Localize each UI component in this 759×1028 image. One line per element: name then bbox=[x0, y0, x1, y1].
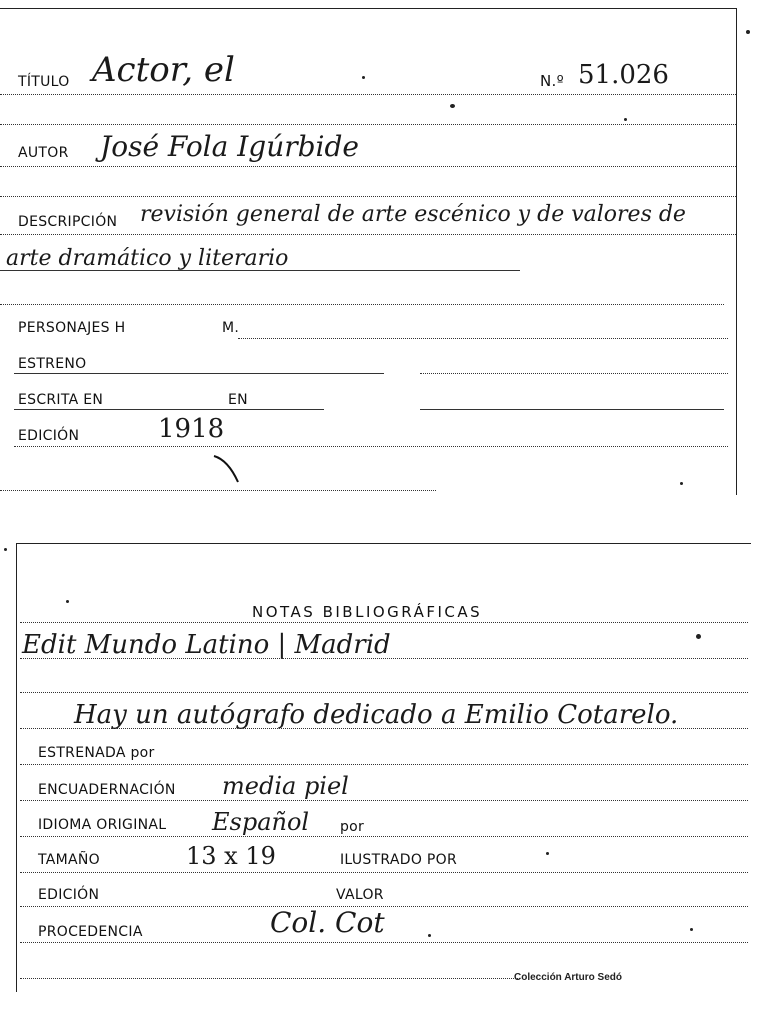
ilustrado-label: ILUSTRADO POR bbox=[340, 852, 457, 868]
descripcion-line-2 bbox=[0, 270, 520, 271]
descripcion-label: DESCRIPCIÓN bbox=[18, 214, 118, 230]
autor-line bbox=[0, 166, 736, 167]
titulo-label: TÍTULO bbox=[18, 74, 70, 90]
escrita-en-label: EN bbox=[228, 392, 248, 408]
procedencia-label: PROCEDENCIA bbox=[38, 924, 143, 940]
idioma-value: Español bbox=[212, 808, 310, 836]
procedencia-line bbox=[20, 942, 748, 943]
edicion-line bbox=[14, 446, 728, 447]
nota-line-2-rule bbox=[20, 728, 748, 729]
speck bbox=[746, 30, 750, 34]
descripcion-value-line2: arte dramático y literario bbox=[6, 246, 289, 271]
nota-rule-2 bbox=[20, 692, 748, 693]
speck bbox=[428, 934, 431, 937]
titulo-value: Actor, el bbox=[92, 50, 235, 90]
edicion-label: EDICIÓN bbox=[18, 428, 80, 444]
speck bbox=[66, 600, 69, 603]
estrenada-line bbox=[20, 764, 748, 765]
personajes-m-label: M. bbox=[222, 320, 240, 336]
stamp-line bbox=[20, 978, 520, 979]
numero-label: N.º bbox=[540, 72, 564, 90]
top-card-bottom-line bbox=[0, 490, 436, 491]
encuadernacion-label: ENCUADERNACIÓN bbox=[38, 782, 176, 798]
autor-value: José Fola Igúrbide bbox=[100, 130, 359, 163]
speck bbox=[362, 76, 365, 79]
nota-line-1: Edit Mundo Latino | Madrid bbox=[22, 630, 391, 660]
speck bbox=[546, 852, 549, 855]
encuadernacion-line bbox=[20, 800, 748, 801]
tamano-value: 13 x 19 bbox=[186, 842, 276, 870]
autor-top-line bbox=[0, 124, 736, 125]
edicion2-label: EDICIÓN bbox=[38, 887, 100, 903]
speck bbox=[450, 104, 455, 108]
nota-line-2: Hay un autógrafo dedicado a Emilio Cotarelo. bbox=[74, 700, 679, 730]
idioma-line bbox=[20, 836, 748, 837]
descripcion-line-1 bbox=[0, 234, 736, 235]
valor-label: VALOR bbox=[336, 887, 384, 903]
estreno-line-left bbox=[14, 373, 384, 374]
procedencia-value: Col. Cot bbox=[270, 906, 385, 939]
encuadernacion-value: media piel bbox=[222, 772, 349, 800]
tamano-label: TAMAÑO bbox=[38, 852, 100, 868]
tamano-line bbox=[20, 872, 748, 873]
notas-heading: NOTAS BIBLIOGRÁFICAS bbox=[252, 603, 483, 621]
edicion-value: 1918 bbox=[158, 414, 225, 444]
escrita-label: ESCRITA EN bbox=[18, 392, 104, 408]
collection-stamp: Colección Arturo Sedó bbox=[514, 972, 622, 983]
speck bbox=[4, 548, 7, 551]
estreno-line-right bbox=[420, 373, 728, 374]
escrita-line-left bbox=[14, 409, 324, 410]
estreno-label: ESTRENO bbox=[18, 356, 87, 372]
pen-stroke-mark bbox=[210, 452, 250, 486]
descripcion-top-line bbox=[0, 196, 736, 197]
idioma-por-label: por bbox=[340, 819, 365, 835]
estrenada-label: ESTRENADA por bbox=[38, 745, 155, 761]
idioma-label: IDIOMA ORIGINAL bbox=[38, 817, 167, 833]
numero-value: 51.026 bbox=[578, 60, 669, 90]
escrita-line-right bbox=[420, 409, 724, 410]
personajes-line bbox=[238, 338, 728, 339]
titulo-line bbox=[0, 94, 736, 95]
nota-line-1-rule bbox=[20, 658, 748, 659]
autor-label: AUTOR bbox=[18, 145, 69, 161]
personajes-label: PERSONAJES H bbox=[18, 320, 126, 336]
notas-heading-line bbox=[20, 622, 748, 623]
descripcion-line-3 bbox=[0, 304, 724, 305]
descripcion-value-line1: revisión general de arte escénico y de valores de bbox=[140, 202, 686, 227]
speck bbox=[680, 482, 683, 485]
speck bbox=[690, 928, 693, 931]
speck bbox=[696, 634, 701, 639]
speck bbox=[624, 118, 627, 121]
